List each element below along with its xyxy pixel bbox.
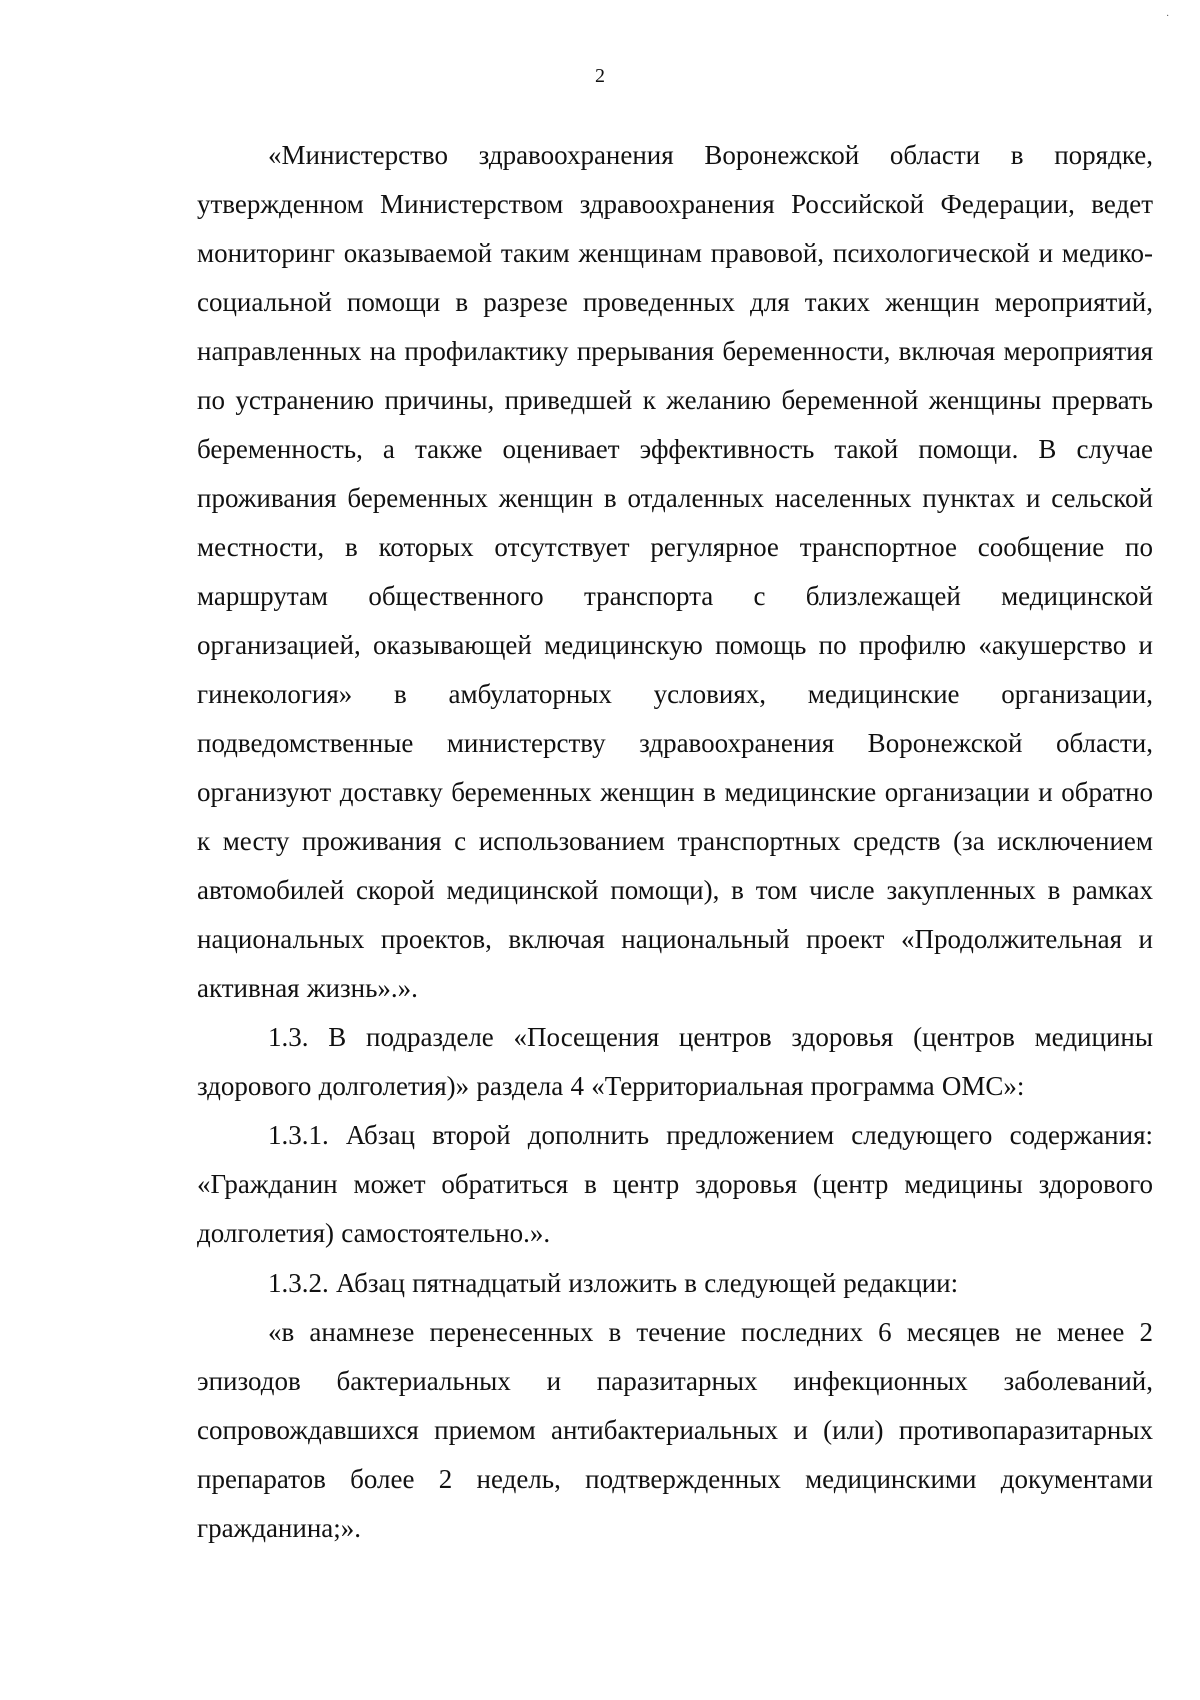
paragraph-2: 1.3. В подразделе «Посещения центров здоровья (центров медицины здорового долголетия)» раздела 4 «Территориальная программа ОМС»: bbox=[197, 1022, 1153, 1101]
paragraph-1: «Министерство здравоохранения Воронежской области в порядке, утвержденном Министерством здравоохранения Российской Федерации, ведет мониторинг оказываемой таким женщинам правовой, психологической и медико-социальной помощи в разрезе проведенных для таких женщин мероприятий, направленных на профилактику прерывания беременности, включая мероприятия по устранению причины, приведшей к желанию беременной женщины прервать беременность, а также оценивает эффективность такой помощи. В случае проживания беременных женщин в отдаленных населенных пунктах и сельской местности, в которых отсутствует регулярное транспортное сообщение по маршрутам общественного транспорта с близлежащей медицинской организацией, оказывающей медицинскую помощь по профилю «акушерство и гинекология» в амбулаторных условиях, медицинские организации, подведомственные министерству здравоохранения Воронежской области, организуют доставку беременных женщин в медицинские организации и обратно к месту проживания с использованием транспортных средств (за исключением автомобилей скорой медицинской помощи), в том числе закупленных в рамках национальных проектов, включая национальный проект «Продолжительная и активная жизнь».». bbox=[197, 140, 1153, 1003]
page-number: 2 bbox=[595, 65, 605, 87]
paragraph-3: 1.3.1. Абзац второй дополнить предложением следующего содержания: «Гражданин может обратиться в центр здоровья (центр медицины здорового долголетия) самостоятельно.». bbox=[197, 1120, 1153, 1248]
document-body bbox=[197, 131, 1153, 1553]
paragraph-5: «в анамнезе перенесенных в течение последних 6 месяцев не менее 2 эпизодов бактериальных и паразитарных инфекционных заболеваний, сопровождавшихся приемом антибактериальных и (или) противопаразитарных препаратов более 2 недель, подтвержденных медицинскими документами гражданина;». bbox=[197, 1317, 1153, 1543]
paragraph-4: 1.3.2. Абзац пятнадцатый изложить в следующей редакции: bbox=[268, 1268, 959, 1298]
scan-mark: · bbox=[1166, 11, 1170, 22]
